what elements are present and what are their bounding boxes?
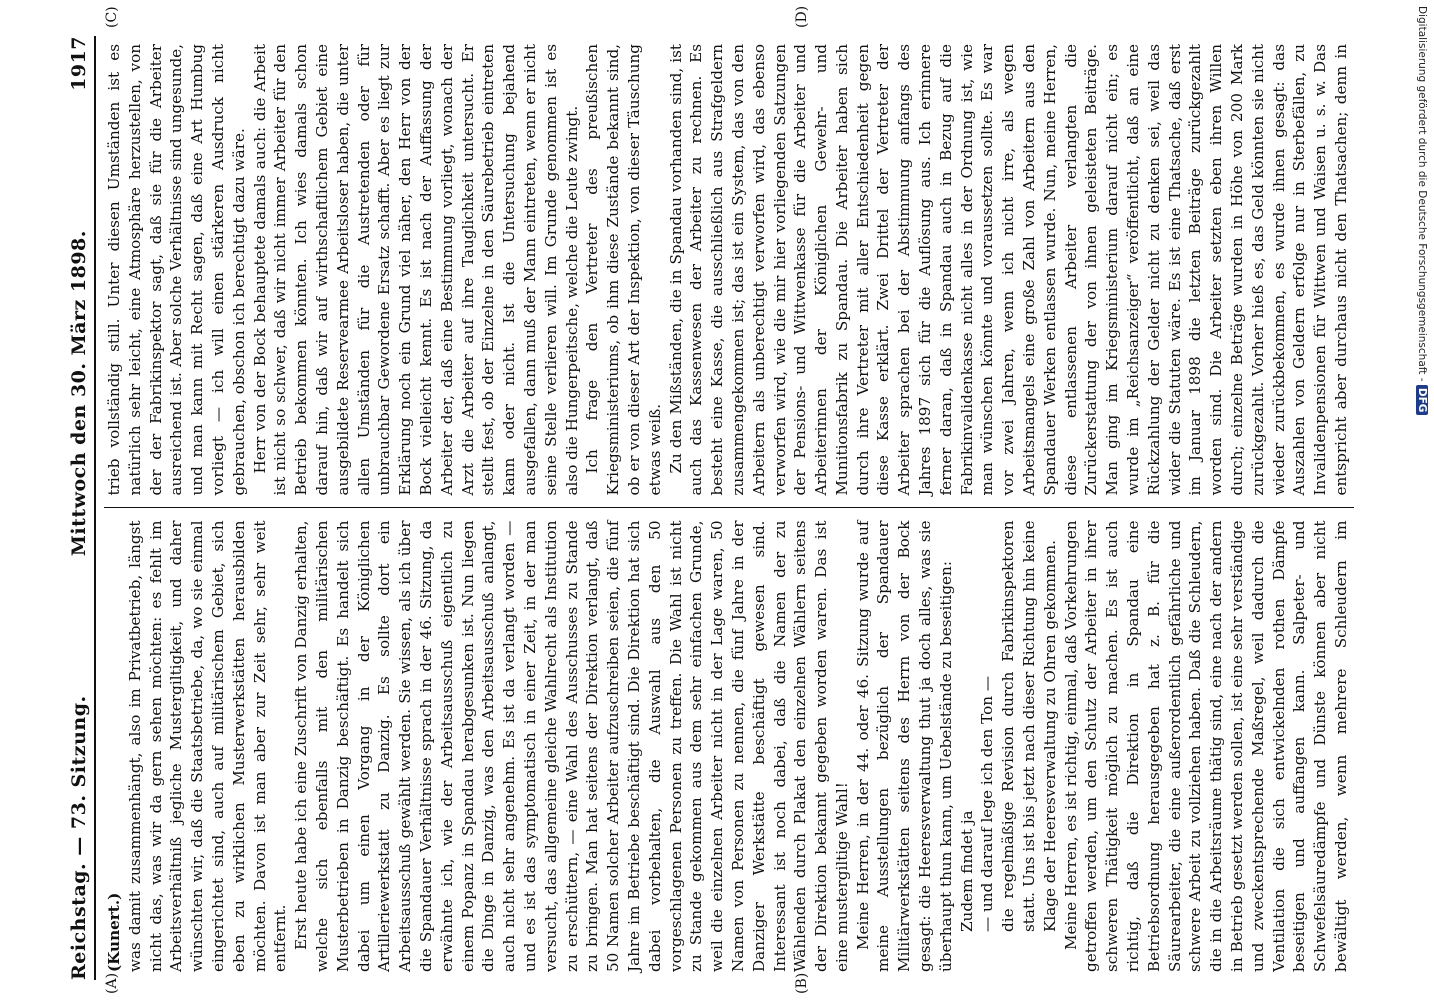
paragraph: Zu den Mißständen, die in Spandau vorhanden sind, ist auch das Kassenwesen der Arbeiter zu rechnen. Es besteht eine Kasse, die ausschließlich aus Strafgeldern zusammengekommen ist; das ist ein System, das von den Arbeitern als unberechtigt verworfen wird, das ebenso verworfen wird, wie die mir hier vorliegenden Satzungen der Pensions- und Wittwenkasse für die Arbeiter und Arbeiterinnen der Königlichen Gewehr- und Munitionsfabrik zu Spandau. Die Arbeiter haben sich durch ihre Vertreter mit aller Entschiedenheit gegen diese Kasse erklärt. Zwei Drittel der Vertreter der Arbeiter sprachen bei der Abstimmung anfangs des Jahres 1897 sich für die Auflösung aus. Ich erinnere ferner daran, daß in Spandau auch in Bezug auf die Fabrikinvalidenkasse nicht alles in der Ordnung ist, wie man wünschen könnte und voraussetzen sollte. Es war vor zwei Jahren, wenn ich nicht irre, als wegen Arbeitsmangels eine große Zahl von Arbeitern aus den Spandauer Werken entlassen wurde. Nun, meine Herren, diese entlassenen Arbeiter verlangten die Zurückerstattung der von ihnen geleisteten Beiträge. Man ging im Kriegsministerium darauf nicht ein; es wurde im „Reichsanzeiger“ veröffentlicht, daß an eine Rückzahlung der Gelder nicht zu denken sei, weil das wider die Statuten wäre. Es ist eine Thatsache, daß erst im Januar 1898 die letzten Beiträge zurückgezahlt worden sind. Die Arbeiter setzten eben ihren Willen durch; einzelne Beträge wurden in Höhe von 200 Mark zurückgezahlt. Vorher hieß es, das Geld könnten sie nicht wieder zurückbekommen, es wurde ihnen gesagt: das Auszahlen von Geldern erfolge nur in Sterbefällen, zu Invalidenpensionen für Wittwen und Waisen u. s. w. Das entspricht aber durchaus nicht den Thatsachen; denn in	[666, 44, 1351, 496]
paragraph: Ich frage den Vertreter des preußischen Kriegsministeriums, ob ihm diese Zustände bekannt sind, ob er von dieser Art der Inspektion, von dieser Täuschung etwas weiß.	[583, 44, 664, 496]
paragraph: Erst heute habe ich eine Zuschrift von Danzig erhalten, welche sich ebenfalls mit den militärischen Musterbetrieben in Danzig beschäftigt. Es handelt sich dabei um einen Vorgang in der Königlichen Artilleriewerkstatt zu Danzig. Es sollte dort ein Arbeitsausschuß gewählt werden. Sie wissen, als ich über die Spandauer Verhältnisse sprach in der 46. Sitzung, da erwähnte ich, wie der Arbeitsausschuß eigentlich zu einem Popanz in Spandau herabgesunken ist. Nun liegen die Dinge in Danzig, was den Arbeitsausschuß anlangt, auch nicht sehr angenehm. Es ist da verlangt worden — und es ist das symptomatisch in einer Zeit, in der man versucht, das allgemeine gleiche Wahlrecht als Institution zu erschüttern, — eine Wahl des Ausschusses zu Stande zu bringen. Man hat seitens der Direktion verlangt, daß 50 Namen solcher Arbeiter aufzuschreiben seien, die fünf Jahre im Betriebe beschäftigt sind. Die Direktion hat sich dabei vorbehalten, die Auswahl aus den 50 vorgeschlagenen Personen zu treffen. Die Wahl ist nicht zu Stande gekommen aus dem sehr einfachen Grunde, weil die einzelnen Arbeiter nicht in der Lage waren, 50 Namen von Personen zu nennen, die fünf Jahre in der Danziger Werkstätte beschäftigt gewesen sind. Interessant ist noch dabei, daß die Namen der zu Wählenden durch Plakat den einzelnen Wählern seitens der Direktion bekannt gegeben worden waren. Das ist eine mustergiltige Wahl!	[292, 520, 851, 972]
quote-paragraph: die regelmäßige Revision durch Fabrikinspektoren statt. Uns ist bis jetzt nach dieser Richtung hin keine Klage der Heeresverwaltung zu Ohren gekommen.	[999, 520, 1059, 932]
column-divider	[104, 508, 1354, 509]
paragraph: Herr von der Bock behauptete damals auch: die Arbeit ist nicht so schwer, daß wir nicht immer Arbeiter für den Betrieb bekommen könnten. Ich wies damals schon darauf hin, daß wir auf wirthschaftlichem Gebiet eine ausgebildete Reservearmee Arbeitsloser haben, die unter allen Umständen für die Austretenden oder für unbrauchbar Gewordene Ersatz schafft. Aber es liegt zur Erklärung noch ein Grund viel näher, den Herr von der Bock vielleicht kennt. Es ist nach der Auffassung der Arbeiter der, daß eine Bestimmung vorliegt, wonach der Arzt die Arbeiter auf ihre Tauglichkeit untersucht. Er stellt fest, ob der Einzelne in den Säurebetrieb eintreten kann oder nicht. Ist die Untersuchung bejahend ausgefallen, dann muß der Mann eintreten, wenn er nicht seine Stelle verlieren will. Im Grunde genommen ist es also die Hungerpeitsche, welche die Leute zwingt.	[250, 44, 581, 496]
speaker-note: (Kunert.)	[105, 892, 123, 972]
credit-text: Digitalisierung gefördert durch die Deutsche Forschungsgemeinschaft -	[1416, 6, 1428, 382]
margin-marker-b: (B)	[794, 972, 810, 994]
running-head-center: Mittwoch den 30. März 1898.	[68, 230, 90, 557]
paragraph: Meine Herren, in der 44. oder 46. Sitzung wurde auf meine Ausstellungen bezüglich der Spandauer Militärwerkstätten seitens des Herrn von der Bock gesagt: die Heeresverwaltung thut ja doch alles, was sie überhaupt thun kann, um Uebelstände zu beseitigen:	[853, 520, 955, 972]
page-number: 1917	[68, 36, 90, 91]
paragraph: trieb vollständig still. Unter diesen Umständen ist es natürlich sehr leicht, eine Atmosphäre herzustellen, von der der Fabrikinspektor sagt, daß sie für die Arbeiter ausreichend ist. Aber solche Verhältnisse sind ungesunde, und man kann mit Recht sagen, daß eine Art Humbug vorliegt — ich will einen stärkeren Ausdruck nicht gebrauchen, obschon ich berechtigt dazu wäre.	[105, 44, 248, 496]
running-head-left: Reichstag. — 73. Sitzung.	[68, 695, 90, 980]
paragraph: was damit zusammenhängt, also im Privatbetrieb, längst nicht das, was wir da gern sehen möchten: es fehlt im Arbeitsverhältniß jegliche Mustergiltigkeit, und daher wünschten wir, daß die Staatsbetriebe, da, wo sie einmal eingerichtet sind, auch auf militärischem Gebiet, sich eben zu wirklichen Musterwerkstätten herausbilden möchten. Davon ist man aber zur Zeit sehr, sehr weit entfernt.	[125, 520, 290, 972]
newspaper-page	[50, 0, 1390, 1000]
right-column	[104, 36, 1354, 504]
paragraph: Meine Herren, es ist richtig, einmal, daß Vorkehrungen getroffen werden, um den Schutz der Arbeiter in ihrer schweren Thätigkeit möglich zu machen. Es ist auch richtig, daß die Direktion in Spandau eine Betriebsordnung herausgegeben hat z. B. für die Säurearbeiter, die eine außerordentlich gefährliche und schwere Arbeit zu vollziehen haben. Daß die Schleudern, die in die Arbeitsräume thätig sind, eine nach der andern in Betrieb gesetzt werden sollen, ist eine sehr verständige und zweckentsprechende Maßregel, weil dadurch die Ventilation die sich entwickelnden rothen Dämpfe beseitigen und auffangen kann. Salpeter- und Schwefelsäuredämpfe und Dünste können aber nicht bewältigt werden, wenn mehrere Schleudern im	[1061, 520, 1351, 972]
digitization-credit	[1412, 6, 1430, 986]
quote-line: Zudem findet ja	[957, 810, 976, 932]
margin-marker-a: (A)	[104, 972, 120, 994]
header-rule	[94, 36, 96, 980]
text-columns	[104, 5, 1354, 994]
margin-marker-d: (D)	[794, 5, 810, 28]
margin-marker-c: (C)	[104, 6, 120, 28]
running-head	[68, 36, 94, 980]
left-column	[104, 513, 1354, 981]
quote-line: — und darauf lege ich den Ton —	[978, 675, 997, 932]
dfg-logo-icon: DFG	[1416, 385, 1428, 416]
